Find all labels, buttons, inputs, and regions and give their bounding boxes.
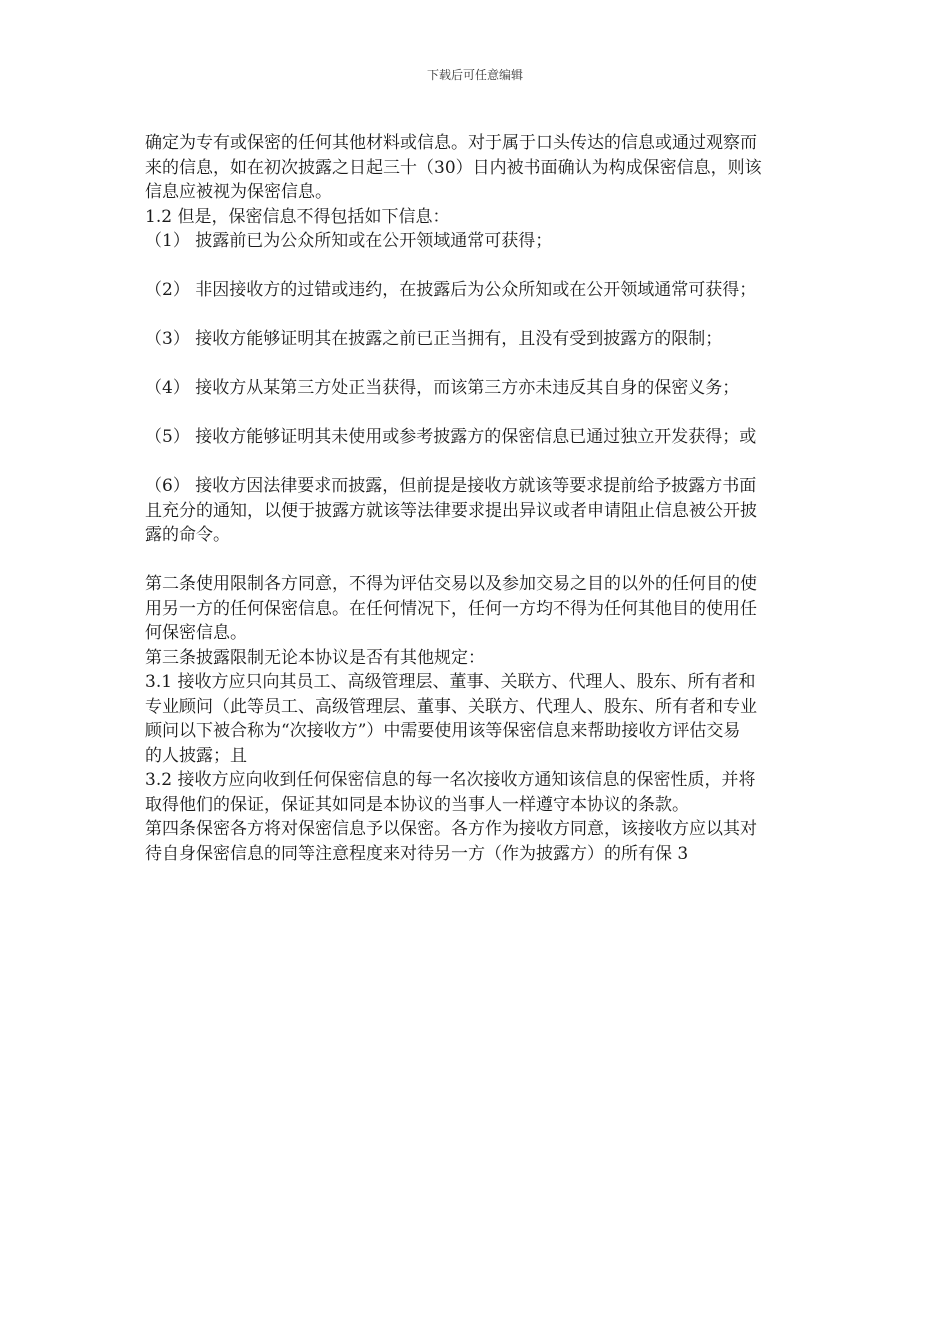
text-line: 的人披露；且 [145, 745, 247, 766]
paragraph-gap [145, 303, 805, 328]
text-line: 1.2 但是，保密信息不得包括如下信息： [145, 206, 450, 227]
text-line: 露的命令。 [145, 525, 230, 545]
text-line: 3.1 接收方应只向其员工、高级管理层、董事、关联方、代理人、股东、所有者和 [145, 672, 756, 692]
paragraph [145, 474, 805, 548]
paragraph [145, 376, 805, 401]
text-line: 取得他们的保证，保证其如同是本协议的当事人一样遵守本协议的条款。 [145, 794, 689, 815]
page-header: 下载后可任意编辑 [426, 68, 523, 82]
paragraph-gap [145, 254, 805, 279]
text-line: （1） 披露前已为公众所知或在公开领域通常可获得； [145, 231, 553, 251]
paragraph-gap [145, 352, 805, 377]
paragraph [145, 425, 805, 450]
text-line: 第四条保密各方将对保密信息予以保密。各方作为接收方同意，该接收方应以其对 [145, 819, 757, 839]
text-line: 专业顾问（此等员工、高级管理层、董事、关联方、代理人、股东、所有者和专业 [145, 696, 757, 717]
text-line: 且充分的通知，以便于披露方就该等法律要求提出异议或者申请阻止信息被公开披 [145, 500, 757, 521]
text-line: （6） 接收方因法律要求而披露，但前提是接收方就该等要求提前给予披露方书面 [145, 476, 757, 496]
text-line: 顾问以下被合称为“次接收方”）中需要使用该等保密信息来帮助接收方评估交易 [145, 721, 741, 741]
text-line: （2） 非因接收方的过错或违约，在披露后为公众所知或在公开领域通常可获得； [145, 280, 757, 300]
text-line: （4） 接收方从某第三方处正当获得，而该第三方亦未违反其自身的保密义务； [145, 378, 740, 398]
text-line: 第二条使用限制各方同意，不得为评估交易以及参加交易之目的以外的任何目的使 [145, 574, 757, 594]
text-line: （5） 接收方能够证明其未使用或参考披露方的保密信息已通过独立开发获得；或 [145, 427, 757, 447]
paragraph-gap [145, 450, 805, 475]
text-line: 第三条披露限制无论本协议是否有其他规定： [145, 647, 485, 668]
paragraph [145, 572, 805, 866]
paragraph [145, 327, 805, 352]
text-line: 3.2 接收方应向收到任何保密信息的每一名次接收方通知该信息的保密性质，并将 [145, 770, 756, 790]
paragraph [145, 131, 805, 254]
text-line: 待自身保密信息的同等注意程度来对待另一方（作为披露方）的所有保 3 [145, 843, 689, 864]
text-line: （3） 接收方能够证明其在披露之前已正当拥有，且没有受到披露方的限制； [145, 329, 723, 349]
paragraph-gap [145, 548, 805, 573]
document-body [145, 131, 805, 866]
paragraph [145, 278, 805, 303]
text-line: 来的信息，如在初次披露之日起三十（30）日内被书面确认为构成保密信息，则该 [145, 157, 762, 178]
paragraph-gap [145, 401, 805, 426]
text-line: 确定为专有或保密的任何其他材料或信息。对于属于口头传达的信息或通过观察而 [145, 133, 757, 153]
text-line: 用另一方的任何保密信息。在任何情况下，任何一方均不得为任何其他目的使用任 [145, 598, 757, 619]
text-line: 信息应被视为保密信息。 [145, 182, 332, 202]
text-line: 何保密信息。 [145, 623, 247, 643]
